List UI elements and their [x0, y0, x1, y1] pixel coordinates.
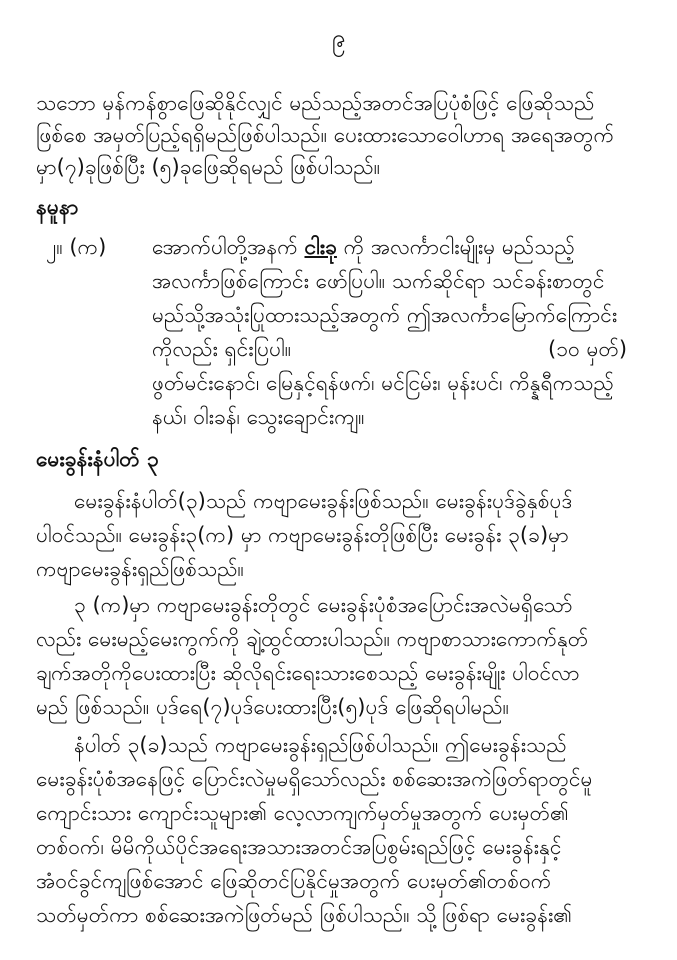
paragraph-line: ၃ (က)မှာ ကဗျာမေးခွန်းတိုတွင် မေးခွန်းပုံစံအပြောင်းအလဲမရှိသော် — [74, 593, 573, 617]
question-line — [152, 232, 575, 262]
paragraph-line: လည်း မေးမည့်မေးကွက်ကို ချဲ့ထွင်ထားပါသည်။ ကဗျာစာသားကောက်နုတ် — [36, 627, 589, 651]
paragraph-line: သဘော မှန်ကန်စွာဖြေဆိုနိုင်လျှင် မည်သည့်အတင်အပြပုံစံဖြင့် ဖြေဆိုသည် — [36, 91, 595, 115]
section-heading: မေးခွန်းနံပါတ် ၃ — [36, 447, 159, 471]
paragraph-line: နံပါတ် ၃(ခ)သည် ကဗျာမေးခွန်းရှည်ဖြစ်ပါသည်။ ဤမေးခွန်းသည် — [74, 733, 567, 757]
question-number: ၂။ (က) — [46, 235, 107, 259]
question-keyword: ငါးခု — [304, 235, 337, 259]
page-number: ၉ — [331, 24, 346, 52]
paragraph-line: ပါဝင်သည်။ မေးခွန်း၃(က) မှာ ကဗျာမေးခွန်းတိုဖြစ်ပြီး မေးခွန်း ၃(ခ)မှာ — [36, 523, 569, 547]
paragraph-line: ချက်အတိုကိုပေးထားပြီး ဆိုလိုရင်းရေးသားစေသည့် မေးခွန်းမျိုး ပါဝင်လာ — [36, 661, 580, 685]
question-line: မည်သို့အသုံးပြုထားသည့်အတွက် ဤအလင်္ကာမြောက်ကြောင်း — [152, 303, 618, 327]
options-line: နယ်၊ ဝါးခန်၊ သွေးချောင်းကျ။ — [152, 405, 365, 429]
paragraph-line: တစ်ဝက်၊ မိမိကိုယ်ပိုင်အရေးအသားအတင်အပြစွမ်းရည်ဖြင့် မေးခွန်းနှင့် — [36, 835, 562, 859]
paragraph-line: သတ်မှတ်ကာ စစ်ဆေးအကဲဖြတ်မည် ဖြစ်ပါသည်။ သို့ဖြစ်ရာ မေးခွန်း၏ — [36, 903, 573, 927]
paragraph-line: မေးခွန်းနံပါတ်(၃)သည် ကဗျာမေးခွန်းဖြစ်သည်။ မေးခွန်းပုဒ်ခွဲနှစ်ပုဒ် — [74, 489, 573, 513]
paragraph-line: ကျောင်းသား ကျောင်းသူများ၏ လေ့လာကျက်မှတ်မှုအတွက် ပေးမှတ်၏ — [36, 801, 569, 825]
paragraph-line: မည် ဖြစ်သည်။ ပုဒ်ရေ(၇)ပုဒ်ပေးထားပြီး(၅)ပုဒ် ဖြေဆိုရပါမည်။ — [36, 695, 510, 719]
paragraph-line: ကဗျာမေးခွန်းရှည်ဖြစ်သည်။ — [36, 557, 244, 581]
paragraph-line: မေးခွန်းပုံစံအနေဖြင့် ပြောင်းလဲမှုမရှိသော်လည်း စစ်ဆေးအကဲဖြတ်ရာတွင်မူ — [36, 767, 593, 791]
question-text: အောက်ပါတို့အနက် — [152, 235, 298, 259]
question-line: ကိုလည်း ရှင်းပြပါ။ — [152, 337, 292, 361]
options-line: ဖွတ်မင်းနောင်၊ မြေနှင့်ရန်ဖက်၊ မင်ငြမ်း၊ မုန်းပင်၊ ကိန္နရီကသည့် — [152, 371, 614, 395]
sample-heading: နမူနာ — [36, 195, 79, 219]
question-text: ကို အလင်္ကာငါးမျိုးမှ မည်သည့် — [343, 235, 575, 259]
question-line: အလင်္ကာဖြစ်ကြောင်း ဖော်ပြပါ။ သက်ဆိုင်ရာ သင်ခန်းစာတွင် — [152, 269, 605, 293]
paragraph-line: ဖြစ်စေ အမှတ်ပြည့်ရရှိမည်ဖြစ်ပါသည်။ ပေးထားသောဝေါဟာရ အရေအတွက် — [36, 123, 615, 147]
paragraph-line: အံဝင်ခွင်ကျဖြစ်အောင် ဖြေဆိုတင်ပြနိုင်မှုအတွက် ပေးမှတ်၏တစ်ဝက် — [36, 869, 552, 893]
marks-label: (၁၀ မှတ်) — [548, 337, 628, 361]
paragraph-line: မှာ(၇)ခုဖြစ်ပြီး (၅)ခုဖြေဆိုရမည် ဖြစ်ပါသည်။ — [36, 155, 381, 179]
